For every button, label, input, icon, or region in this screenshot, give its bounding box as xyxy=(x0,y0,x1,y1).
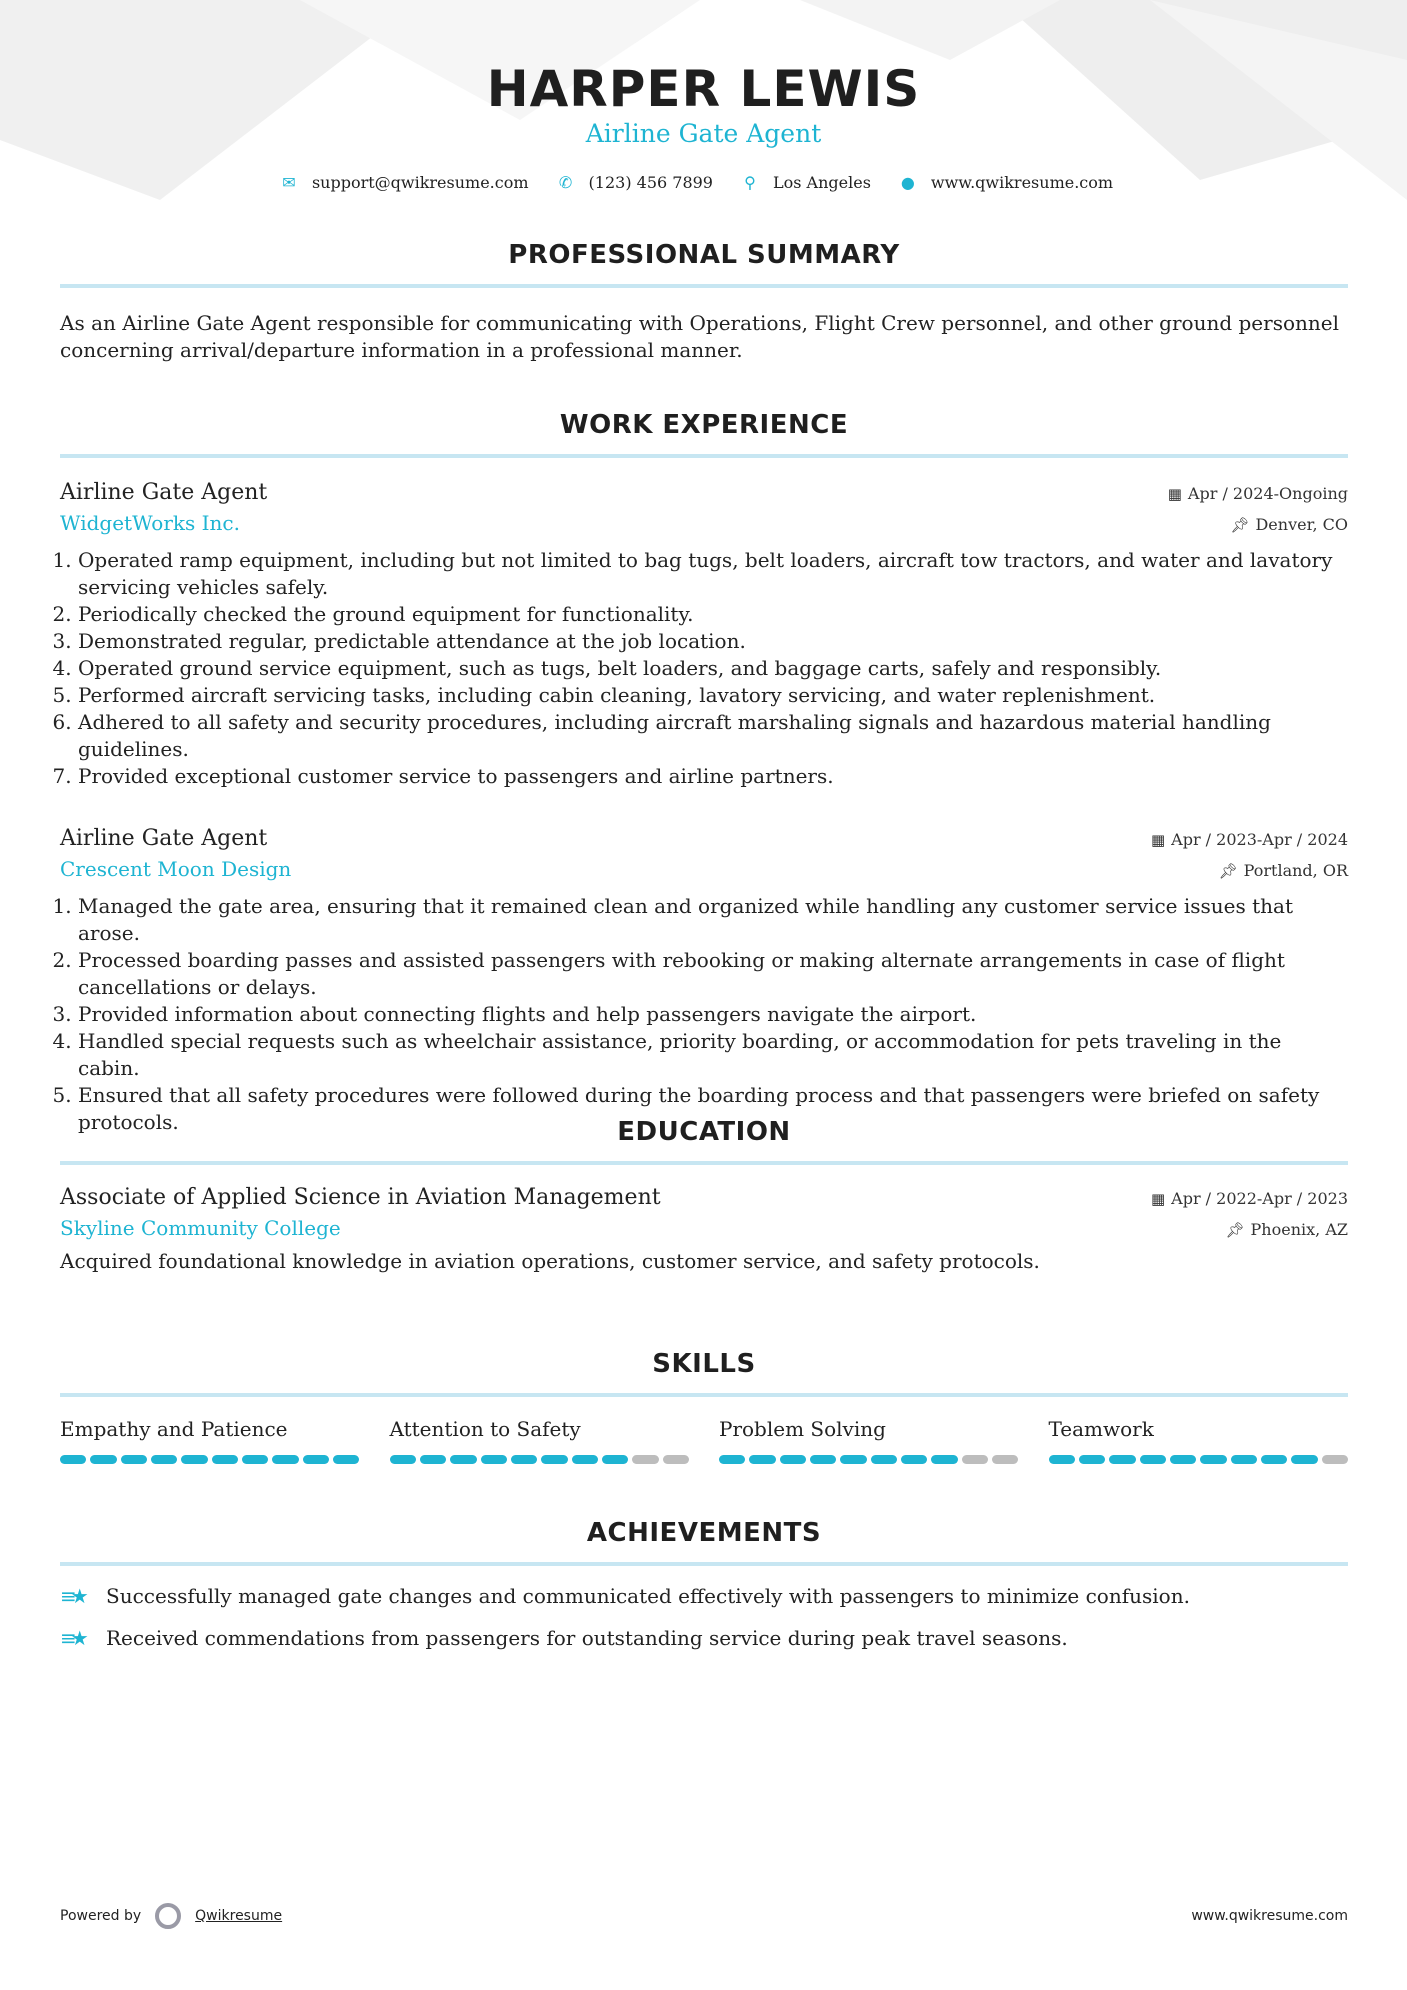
skill-level-segment xyxy=(810,1455,836,1464)
skill-level-segment xyxy=(121,1455,147,1464)
skill-level-segment xyxy=(212,1455,238,1464)
degree: Associate of Applied Science in Aviation Management xyxy=(60,1185,661,1210)
skill-level-segment xyxy=(420,1455,446,1464)
footer xyxy=(60,1903,1348,1929)
calendar-icon: ▦ xyxy=(1150,1190,1166,1208)
footer-website[interactable]: www.qwikresume.com xyxy=(1191,1908,1348,1924)
globe-icon: ● xyxy=(900,173,915,192)
skill-level-segment xyxy=(901,1455,927,1464)
skill-item xyxy=(390,1417,690,1464)
job-title: Airline Gate Agent xyxy=(60,826,268,851)
skill-level-segment xyxy=(962,1455,988,1464)
skill-name: Empathy and Patience xyxy=(60,1417,288,1441)
job-dates: Apr / 2023-Apr / 2024 xyxy=(1171,830,1348,849)
education-description: Acquired foundational knowledge in aviation operations, customer service, and safety protocols. xyxy=(60,1249,1040,1273)
job-location: Portland, OR xyxy=(1243,861,1348,880)
education-section xyxy=(60,1117,1348,1275)
achievement-text: Successfully managed gate changes and communicated effectively with passengers to minimize confusion. xyxy=(106,1584,1190,1608)
job-bullet: 3. Provided information about connecting flights and help passengers navigate the airport. xyxy=(78,1001,1348,1028)
section-divider xyxy=(60,1562,1348,1566)
job-bullet: 4. Handled special requests such as wheelchair assistance, priority boarding, or accommodation for pets traveling in the cabin. xyxy=(78,1028,1348,1082)
skill-level-segment xyxy=(1170,1455,1196,1464)
skill-level-segment xyxy=(1049,1455,1075,1464)
achievement-item xyxy=(60,1626,1348,1650)
skill-item xyxy=(60,1417,360,1464)
job-bullet: 2. Periodically checked the ground equipment for functionality. xyxy=(78,601,1348,628)
candidate-title: Airline Gate Agent xyxy=(585,119,822,148)
pin-icon: 📌︎ xyxy=(1225,1221,1245,1239)
skill-level-segment xyxy=(450,1455,476,1464)
skill-rating-bar xyxy=(1049,1455,1349,1464)
job-bullet: 6. Adhered to all safety and security procedures, including aircraft marshaling signals and hazardous material handling guidelines. xyxy=(78,709,1348,763)
skill-item xyxy=(1049,1417,1349,1464)
skill-level-segment xyxy=(1261,1455,1287,1464)
section-divider xyxy=(60,1161,1348,1165)
phone-icon: ✆ xyxy=(558,173,573,192)
achievements-section xyxy=(60,1518,1348,1650)
contact-phone: (123) 456 7899 xyxy=(588,173,713,192)
job-bullets xyxy=(60,547,1348,790)
skill-level-segment xyxy=(1079,1455,1105,1464)
job-bullets xyxy=(60,893,1348,1136)
skill-rating-bar xyxy=(60,1455,360,1464)
job-entry xyxy=(60,826,1348,1136)
skill-level-segment xyxy=(272,1455,298,1464)
calendar-icon: ▦ xyxy=(1167,485,1182,503)
job-title: Airline Gate Agent xyxy=(60,480,268,505)
skill-level-segment xyxy=(840,1455,866,1464)
skill-level-segment xyxy=(151,1455,177,1464)
skills-section xyxy=(60,1349,1348,1464)
skill-level-segment xyxy=(90,1455,116,1464)
job-dates: Apr / 2024-Ongoing xyxy=(1187,484,1348,503)
skill-level-segment xyxy=(242,1455,268,1464)
pin-icon: 📌︎ xyxy=(1218,862,1238,880)
section-divider xyxy=(60,284,1348,288)
job-bullet: 1. Managed the gate area, ensuring that it remained clean and organized while handling any customer service issues that arose. xyxy=(78,893,1348,947)
skill-name: Attention to Safety xyxy=(389,1417,581,1441)
section-heading: SKILLS xyxy=(652,1349,756,1379)
powered-by-label: Powered by xyxy=(60,1908,142,1924)
experience-section xyxy=(60,410,1348,1136)
skill-name: Teamwork xyxy=(1048,1417,1154,1441)
skill-level-segment xyxy=(632,1455,658,1464)
candidate-name: HARPER LEWIS xyxy=(486,60,921,118)
shooting-star-icon: ≡★ xyxy=(60,1584,83,1608)
section-heading: EDUCATION xyxy=(617,1117,791,1147)
contact-location: Los Angeles xyxy=(772,173,871,192)
skill-name: Problem Solving xyxy=(719,1417,886,1441)
section-heading: WORK EXPERIENCE xyxy=(559,410,849,440)
job-bullet: 4. Operated ground service equipment, such as tugs, belt loaders, and baggage carts, safely and responsibly. xyxy=(78,655,1348,682)
contact-website[interactable]: www.qwikresume.com xyxy=(930,173,1114,192)
company-name: WidgetWorks Inc. xyxy=(60,511,240,535)
contact-bar xyxy=(0,173,1407,192)
job-bullet: 5. Performed aircraft servicing tasks, including cabin cleaning, lavatory servicing, and water replenishment. xyxy=(78,682,1348,709)
skill-level-segment xyxy=(481,1455,507,1464)
skill-level-segment xyxy=(992,1455,1018,1464)
map-pin-icon: ⚲ xyxy=(744,173,756,192)
skill-level-segment xyxy=(572,1455,598,1464)
skill-level-segment xyxy=(1322,1455,1348,1464)
qwikresume-link[interactable]: Qwikresume xyxy=(195,1908,283,1924)
skill-level-segment xyxy=(60,1455,86,1464)
skill-level-segment xyxy=(1140,1455,1166,1464)
education-dates: Apr / 2022-Apr / 2023 xyxy=(1171,1189,1348,1208)
skill-level-segment xyxy=(749,1455,775,1464)
section-heading: PROFESSIONAL SUMMARY xyxy=(508,240,900,270)
achievement-item xyxy=(60,1584,1348,1608)
summary-section xyxy=(60,240,1348,364)
skill-level-segment xyxy=(602,1455,628,1464)
skill-rating-bar xyxy=(390,1455,690,1464)
skill-level-segment xyxy=(719,1455,745,1464)
education-location: Phoenix, AZ xyxy=(1250,1220,1348,1239)
summary-text: As an Airline Gate Agent responsible for communicating with Operations, Flight Crew personnel, and other ground personnel concerning arrival/departure information in a professional manner. xyxy=(60,311,1339,362)
skill-item xyxy=(719,1417,1019,1464)
job-entry xyxy=(60,480,1348,790)
job-bullet: 2. Processed boarding passes and assisted passengers with rebooking or making alternate arrangements in case of flight cancellations or delays. xyxy=(78,947,1348,1001)
pin-icon: 📌︎ xyxy=(1230,516,1250,534)
skill-level-segment xyxy=(780,1455,806,1464)
skill-level-segment xyxy=(181,1455,207,1464)
company-name: Crescent Moon Design xyxy=(60,857,292,881)
skill-level-segment xyxy=(333,1455,359,1464)
achievement-text: Received commendations from passengers for outstanding service during peak travel seasons. xyxy=(106,1626,1068,1650)
skill-level-segment xyxy=(541,1455,567,1464)
job-location: Denver, CO xyxy=(1255,515,1348,534)
skill-level-segment xyxy=(1231,1455,1257,1464)
section-divider xyxy=(60,1393,1348,1397)
skill-level-segment xyxy=(871,1455,897,1464)
section-divider xyxy=(60,454,1348,458)
skill-rating-bar xyxy=(719,1455,1019,1464)
contact-email[interactable]: support@qwikresume.com xyxy=(311,173,529,192)
qwikresume-logo-icon xyxy=(155,1903,181,1929)
calendar-icon: ▦ xyxy=(1150,831,1166,849)
skill-level-segment xyxy=(1200,1455,1226,1464)
skill-level-segment xyxy=(303,1455,329,1464)
skill-level-segment xyxy=(931,1455,957,1464)
shooting-star-icon: ≡★ xyxy=(60,1626,83,1650)
skill-level-segment xyxy=(663,1455,689,1464)
skill-level-segment xyxy=(1291,1455,1317,1464)
job-bullet: 5. Ensured that all safety procedures were followed during the boarding process and that passengers were briefed on safety protocols. xyxy=(78,1082,1348,1136)
section-heading: ACHIEVEMENTS xyxy=(586,1518,822,1548)
job-bullet: 3. Demonstrated regular, predictable attendance at the job location. xyxy=(78,628,1348,655)
envelope-icon: ✉ xyxy=(282,173,296,192)
skill-level-segment xyxy=(511,1455,537,1464)
skill-level-segment xyxy=(1109,1455,1135,1464)
job-bullet: 7. Provided exceptional customer service to passengers and airline partners. xyxy=(78,763,1348,790)
school: Skyline Community College xyxy=(60,1216,341,1240)
skill-level-segment xyxy=(390,1455,416,1464)
job-bullet: 1. Operated ramp equipment, including but not limited to bag tugs, belt loaders, aircraft tow tractors, and water and lavatory servicing vehicles safely. xyxy=(78,547,1348,601)
